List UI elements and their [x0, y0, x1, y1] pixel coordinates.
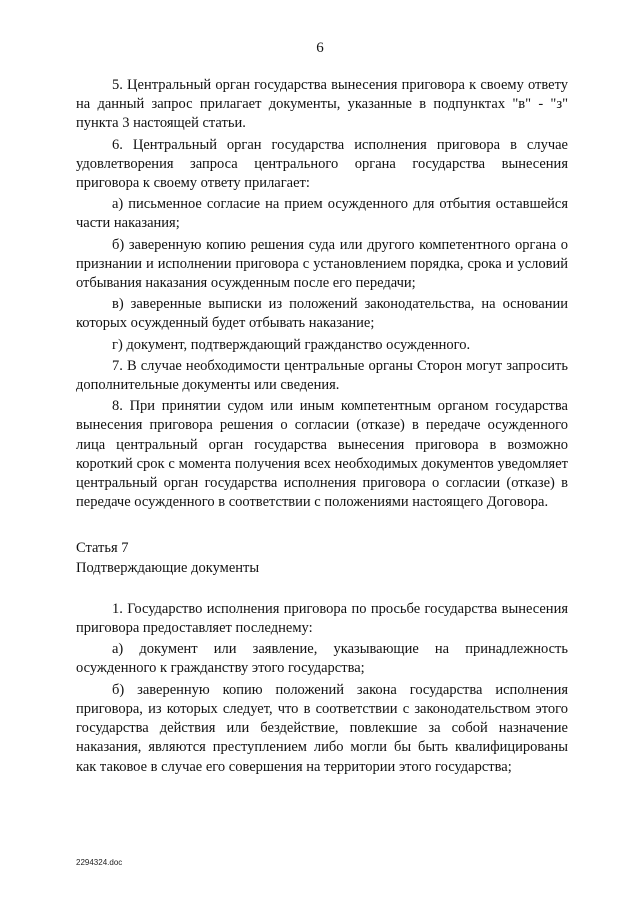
paragraph-5: 5. Центральный орган государства вынесения приговора к своему ответу на данный запрос прилагает документы, указанные в подпунктах "в" - "з" пункта 3 настоящей статьи.	[76, 77, 568, 132]
article-7-heading-block	[76, 539, 568, 577]
paragraph-8: 8. При принятии судом или иным компетентным органом государства вынесения приговора решения о согласии (отказе) в передаче осужденного лица центральный орган государства вынесения приговора в возможно короткий срок с момента получения всех необходимых документов уведомляет центральный орган государства исполнения приговора о согласии (отказе) в передаче осужденного в соответствии с положениями настоящего Договора.	[76, 398, 568, 511]
document-body	[76, 76, 568, 779]
paragraph-6-a: а) письменное согласие на прием осужденного для отбытия оставшейся части наказания;	[76, 196, 568, 232]
paragraph-7: 7. В случае необходимости центральные органы Сторон могут запросить дополнительные документы или сведения.	[76, 357, 568, 394]
page-number: 6	[316, 40, 324, 56]
article-subtitle: Подтверждающие документы	[76, 559, 260, 576]
paragraph-6-b: б) заверенную копию решения суда или другого компетентного органа о признании и исполнении приговора с установлением порядка, срока и условий отбывания наказания осужденным после его передачи;	[76, 236, 568, 292]
article-title: Статья 7	[76, 540, 129, 557]
article-7-paragraph-1: 1. Государство исполнения приговора по просьбе государства вынесения приговора предоставляет последнему:	[76, 600, 568, 637]
paragraph-6: 6. Центральный орган государства исполнения приговора в случае удовлетворения запроса центрального органа государства вынесения приговора к своему ответу прилагает:	[76, 136, 568, 192]
article-7-paragraph-1-a: а) документ или заявление, указывающие на принадлежность осужденного к гражданству этого государства;	[76, 641, 568, 677]
paragraph-6-v: в) заверенные выписки из положений законодательства, на основании которых осужденный будет отбывать наказание;	[76, 296, 568, 332]
paragraph-6-g: г) документ, подтверждающий гражданство осужденного.	[112, 336, 471, 353]
article-7-paragraph-1-b: б) заверенную копию положений закона государства исполнения приговора, из которых следует, что в соответствии с законодательством этого государства действия или бездействие, повлекшие за собой назначение наказания, являются преступлением либо могли бы быть квалифицированы как таковое в случае его совершения на территории этого государства;	[76, 681, 568, 775]
document-file-id: 2294324.doc	[76, 858, 123, 867]
